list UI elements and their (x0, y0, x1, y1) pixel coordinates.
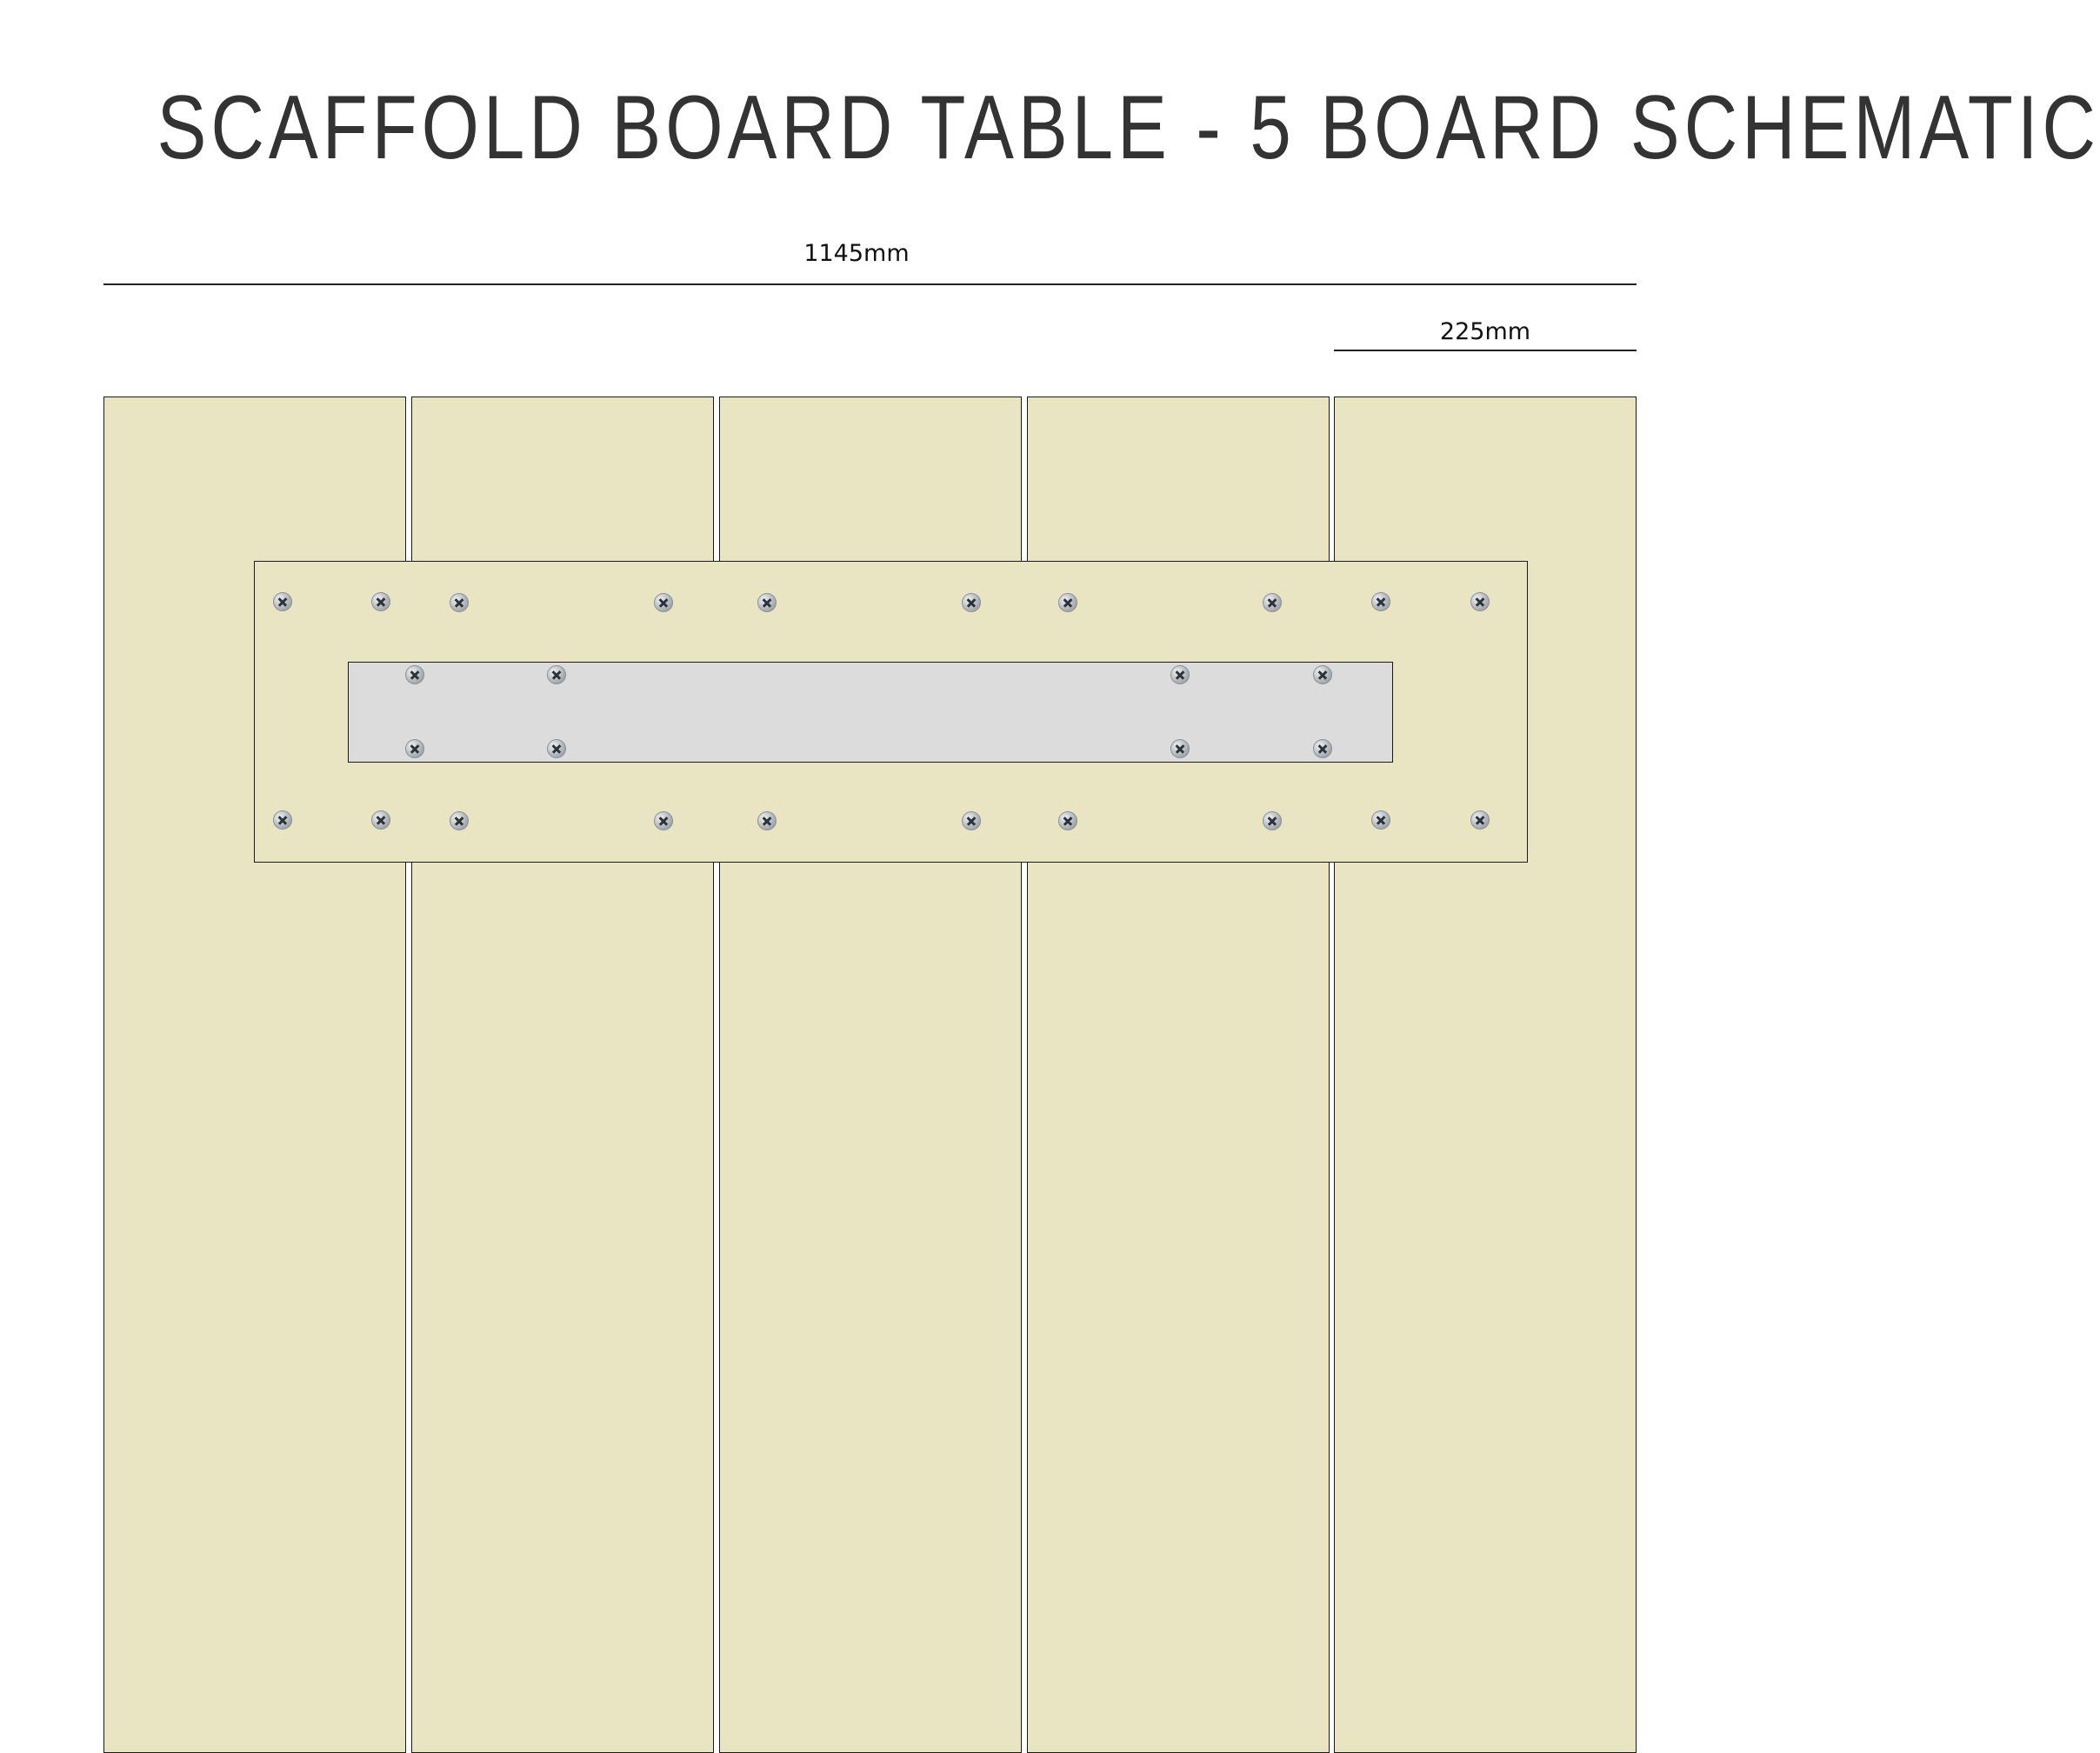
screw-icon (1263, 811, 1282, 830)
screw-icon (450, 593, 469, 612)
screw-icon (962, 811, 981, 830)
screw-icon (654, 811, 673, 830)
board-width-label: 225mm (1439, 318, 1531, 345)
overall-width-line (103, 283, 1637, 285)
screw-icon (405, 739, 424, 758)
screw-icon (405, 665, 424, 684)
screw-icon (654, 593, 673, 612)
steel-plate (348, 662, 1393, 763)
screw-icon (371, 592, 390, 611)
screw-icon (757, 593, 777, 612)
screw-icon (1371, 592, 1390, 611)
overall-width-label: 1145mm (803, 240, 910, 267)
screw-icon (1058, 593, 1077, 612)
screw-icon (273, 810, 292, 830)
screw-icon (371, 810, 390, 830)
screw-icon (1170, 739, 1190, 758)
page-title: SCAFFOLD BOARD TABLE - 5 BOARD SCHEMATIC (157, 77, 2100, 178)
screw-icon (1470, 592, 1490, 611)
screw-icon (547, 739, 566, 758)
screw-icon (1371, 810, 1390, 830)
screw-icon (547, 665, 566, 684)
screw-icon (1263, 593, 1282, 612)
board-width-line (1334, 350, 1637, 351)
screw-icon (1058, 811, 1077, 830)
screw-icon (962, 593, 981, 612)
screw-icon (1313, 739, 1332, 758)
screw-icon (450, 811, 469, 830)
screw-icon (1170, 665, 1190, 684)
screw-icon (273, 592, 292, 611)
screw-icon (757, 811, 777, 830)
screw-icon (1313, 665, 1332, 684)
screw-icon (1470, 810, 1490, 830)
